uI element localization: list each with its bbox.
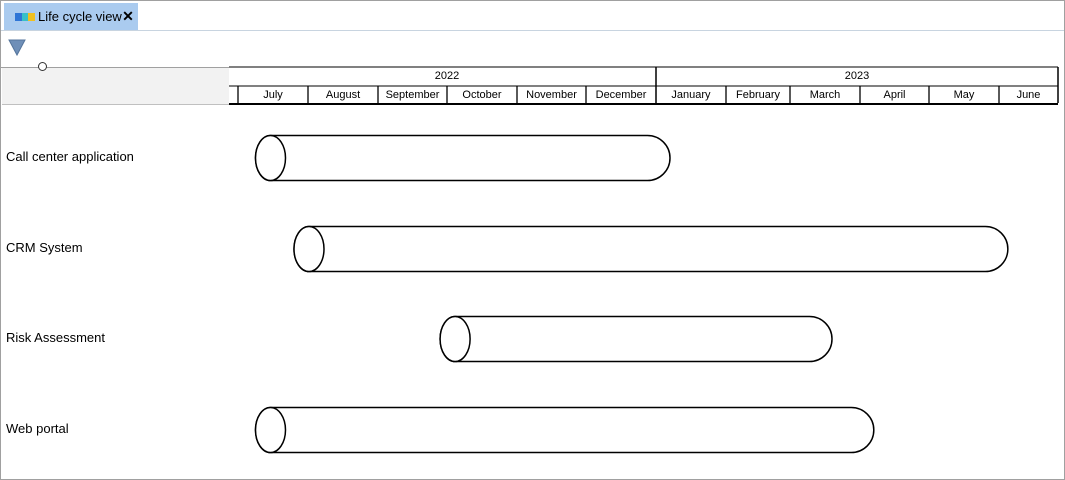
row-label: CRM System [6, 240, 83, 255]
month-label: March [809, 89, 841, 101]
lifecycle-bar[interactable] [256, 408, 874, 453]
month-label: December [595, 89, 647, 101]
year-label: 2023 [844, 70, 870, 82]
month-label: May [953, 89, 975, 101]
lifecycle-bar-cap[interactable] [294, 227, 324, 272]
close-icon[interactable]: ✕ [122, 8, 134, 24]
month-label: February [735, 89, 781, 101]
row-label: Call center application [6, 149, 134, 164]
lifecycle-bar-body[interactable] [440, 317, 832, 362]
row-label: Web portal [6, 421, 69, 436]
lifecycle-bar-body[interactable] [256, 136, 671, 181]
lifecycle-bar[interactable] [256, 136, 671, 181]
month-label: April [883, 89, 906, 101]
month-label: July [263, 89, 283, 101]
lifecycle-bar-body[interactable] [294, 227, 1008, 272]
month-label: August [325, 89, 361, 101]
lifecycle-bar-cap[interactable] [256, 136, 286, 181]
lifecycle-bar-body[interactable] [256, 408, 874, 453]
month-label: September [385, 89, 440, 101]
lifecycle-bar[interactable] [294, 227, 1008, 272]
row-label: Risk Assessment [6, 330, 105, 345]
month-label: October [462, 89, 502, 101]
tab-title: Life cycle view [38, 9, 122, 24]
lifecycle-bar[interactable] [440, 317, 832, 362]
month-label: January [671, 89, 711, 101]
lifecycle-bar-cap[interactable] [256, 408, 286, 453]
year-label: 2022 [434, 70, 460, 82]
month-label: June [1016, 89, 1041, 101]
month-label: November [526, 89, 577, 101]
lifecycle-bar-cap[interactable] [440, 317, 470, 362]
